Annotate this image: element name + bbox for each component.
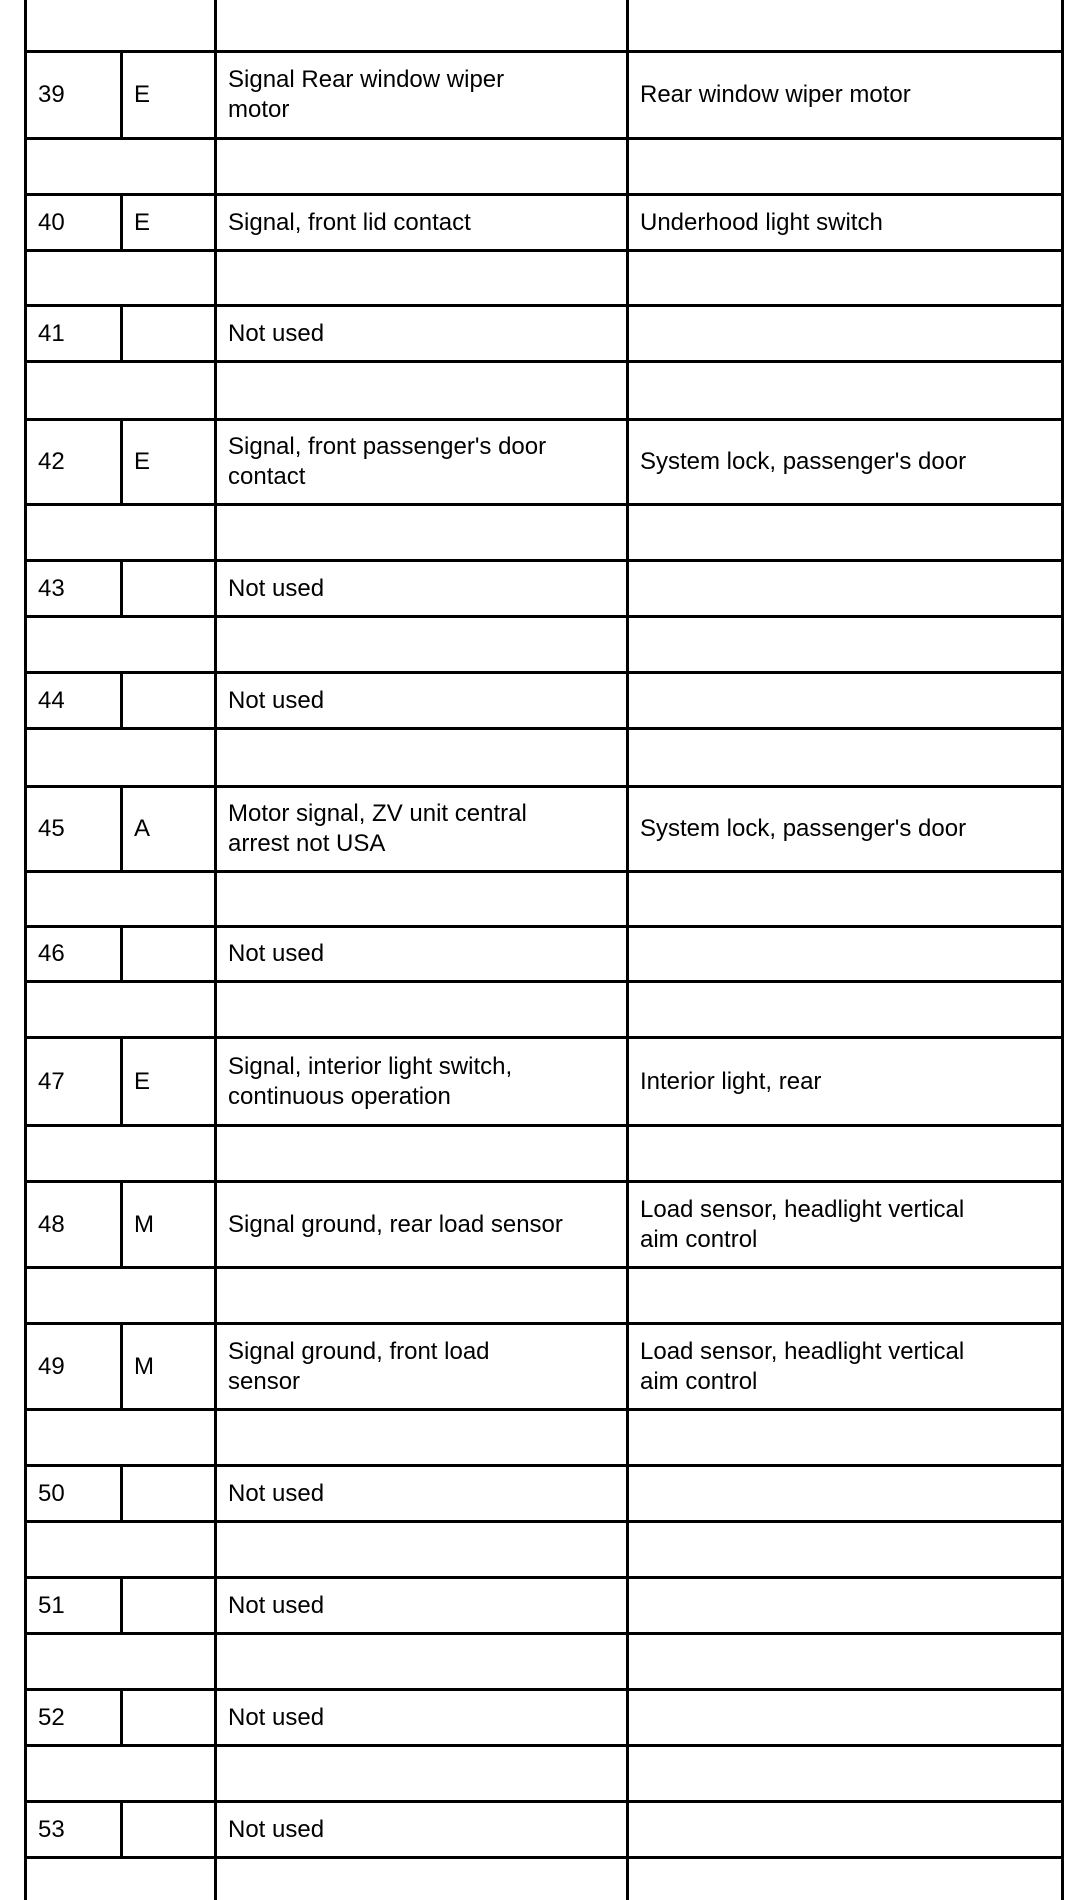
signal-description: Motor signal, ZV unit central (228, 800, 527, 827)
column-divider-pin (120, 1464, 123, 1523)
column-divider-component (626, 0, 629, 1900)
row-rule (24, 1576, 1064, 1579)
signal-description: Signal Rear window wiper (228, 66, 505, 93)
pin-number: 46 (38, 940, 65, 967)
table-border-left (24, 0, 27, 1900)
signal-description: motor (228, 96, 290, 123)
component-name: aim control (640, 1368, 758, 1395)
component-name: Load sensor, headlight vertical (640, 1196, 965, 1223)
column-divider-pin (120, 1036, 123, 1127)
signal-description: Not used (228, 1704, 325, 1731)
row-rule (24, 1408, 1064, 1411)
row-rule (24, 1800, 1064, 1803)
component-name: Rear window wiper motor (640, 81, 911, 108)
component-name: aim control (640, 1226, 758, 1253)
component-name: Load sensor, headlight vertical (640, 1338, 965, 1365)
column-divider-pin (120, 304, 123, 363)
signal-description: continuous operation (228, 1083, 451, 1110)
row-rule (24, 727, 1064, 730)
row-rule (24, 615, 1064, 618)
signal-type: M (134, 1211, 154, 1238)
row-rule (24, 1688, 1064, 1691)
row-rule (24, 925, 1064, 928)
signal-description: Not used (228, 1480, 325, 1507)
pin-number: 45 (38, 815, 65, 842)
row-rule (24, 249, 1064, 252)
row-rule (24, 980, 1064, 983)
signal-description: Not used (228, 1592, 325, 1619)
column-divider-pin (120, 1800, 123, 1859)
table-border-right (1061, 0, 1064, 1900)
row-rule (24, 137, 1064, 140)
pin-number: 49 (38, 1353, 65, 1380)
column-divider-pin (120, 559, 123, 618)
pin-number: 39 (38, 81, 65, 108)
row-rule (24, 1632, 1064, 1635)
row-rule (24, 1322, 1064, 1325)
column-divider-pin (120, 671, 123, 730)
row-rule (24, 559, 1064, 562)
signal-description: Not used (228, 320, 325, 347)
pin-number: 43 (38, 575, 65, 602)
row-rule (24, 50, 1064, 53)
row-rule (24, 870, 1064, 873)
column-divider-pin (120, 418, 123, 506)
signal-description: Not used (228, 575, 325, 602)
signal-type: M (134, 1353, 154, 1380)
column-divider-pin (120, 1322, 123, 1411)
row-rule (24, 1856, 1064, 1859)
row-rule (24, 418, 1064, 421)
component-name: Underhood light switch (640, 209, 883, 236)
pin-number: 50 (38, 1480, 65, 1507)
pin-number: 41 (38, 320, 65, 347)
signal-description: Not used (228, 687, 325, 714)
column-divider-pin (120, 1688, 123, 1747)
component-name: System lock, passenger's door (640, 815, 967, 842)
signal-type: E (134, 1068, 151, 1095)
pin-number: 47 (38, 1068, 65, 1095)
signal-type: A (134, 815, 151, 842)
pin-number: 44 (38, 687, 65, 714)
row-rule (24, 193, 1064, 196)
signal-type: E (134, 209, 151, 236)
signal-description: contact (228, 463, 306, 490)
pin-number: 42 (38, 448, 65, 475)
column-divider-pin (120, 1576, 123, 1635)
signal-description: Signal ground, rear load sensor (228, 1211, 563, 1238)
row-rule (24, 360, 1064, 363)
column-divider-pin (120, 193, 123, 252)
signal-description: Not used (228, 940, 325, 967)
signal-type: E (134, 81, 151, 108)
column-divider-pin (120, 925, 123, 983)
pin-number: 48 (38, 1211, 65, 1238)
row-rule (24, 671, 1064, 674)
pin-number: 51 (38, 1592, 65, 1619)
signal-description: Signal, interior light switch, (228, 1053, 513, 1080)
row-rule (24, 1520, 1064, 1523)
signal-description: sensor (228, 1368, 301, 1395)
pin-number: 52 (38, 1704, 65, 1731)
signal-description: arrest not USA (228, 830, 386, 857)
pin-number: 53 (38, 1816, 65, 1843)
row-rule (24, 1124, 1064, 1127)
row-rule (24, 304, 1064, 307)
pin-number: 40 (38, 209, 65, 236)
row-rule (24, 1180, 1064, 1183)
column-divider-pin (120, 50, 123, 140)
signal-description: Signal, front passenger's door (228, 433, 547, 460)
row-rule (24, 1266, 1064, 1269)
signal-description: Signal ground, front load (228, 1338, 490, 1365)
column-divider-pin (120, 1180, 123, 1269)
component-name: Interior light, rear (640, 1068, 822, 1095)
signal-type: E (134, 448, 151, 475)
row-rule (24, 1036, 1064, 1039)
row-rule (24, 1464, 1064, 1467)
row-rule (24, 785, 1064, 788)
signal-description: Signal, front lid contact (228, 209, 471, 236)
row-rule (24, 503, 1064, 506)
row-rule (24, 1744, 1064, 1747)
component-name: System lock, passenger's door (640, 448, 967, 475)
column-divider-pin (120, 785, 123, 873)
column-divider-description (214, 0, 217, 1900)
signal-description: Not used (228, 1816, 325, 1843)
